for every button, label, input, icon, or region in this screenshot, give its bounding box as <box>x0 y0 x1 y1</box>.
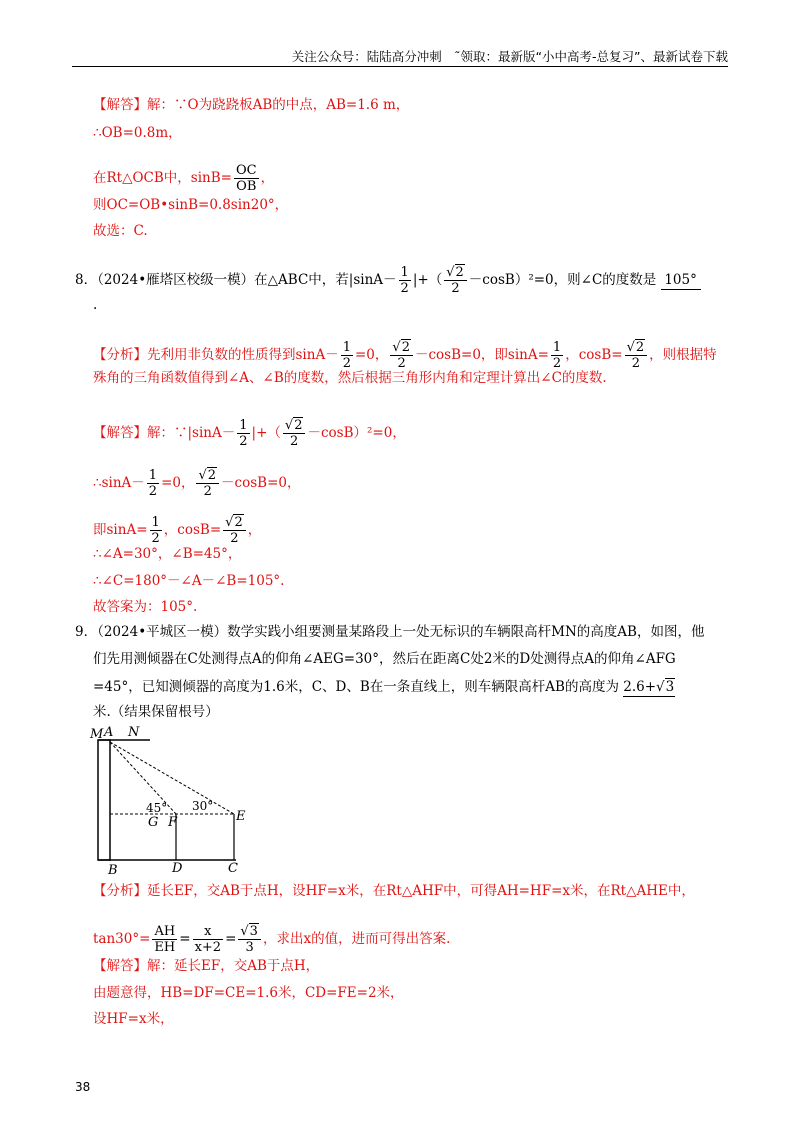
q9-stem-line4: 米.（结果保留根号） <box>93 704 219 720</box>
q9-answer: 2.6+√3 <box>623 679 675 695</box>
q9-solution-line1: 【解答】解：延长EF，交AB于点H， <box>93 958 320 974</box>
label-C: C <box>228 861 238 876</box>
q7-solution-line3: 在Rt△OCB中，sinB= $\frac{OC}{OB}$ ， <box>93 163 275 194</box>
q8-solution-line4: ∴∠A=30°，∠B=45°， <box>93 546 242 562</box>
q7-solution-line5: 故选：C. <box>93 223 148 239</box>
pole-rect <box>98 740 110 860</box>
q9-figure <box>88 722 258 877</box>
q8-solution-line2: ∴sinA－ $\frac{1}{2}$ =0， $\frac{√2}{2}$ －cosB=0， <box>93 468 301 499</box>
label-B: B <box>108 863 118 877</box>
q9-solution-line2: 由题意得，HB=DF=CE=1.6米，CD=FE=2米， <box>93 985 404 1001</box>
q9-analysis-line2: tan30°= $\frac{AH}{EH}$ = $\frac{x}{x+2}$ = $\frac{√3}{3}$ ，求出x的值，进而可得出答案. <box>93 924 451 955</box>
q7-solution-line4: 则OC=OB•sinB=0.8sin20°， <box>93 197 289 213</box>
q7-solution-line2: ∴OB=0.8m， <box>93 125 182 141</box>
q8-stem: 8．（2024•雁塔区校级一模）在△ABC中，若|sinA－ $\frac{1}{2}$ |+（ $\frac{√2}{2}$ －cosB）²=0，则∠C的度数是 105° <box>75 265 701 296</box>
q9-solution-line3: 设HF=x米， <box>93 1011 174 1027</box>
label-A: A <box>104 725 114 740</box>
q8-solution-line6: 故答案为：105°. <box>93 599 198 615</box>
q8-solution-line5: ∴∠C=180°－∠A－∠B=105°. <box>93 573 285 589</box>
q9-analysis-line1: 【分析】延长EF，交AB于点H，设HF=x米，在Rt△AHF中，可得AH=HF=x米，在Rt△AHE中， <box>93 883 695 899</box>
label-30: 30° <box>192 799 214 813</box>
line-ae <box>110 742 234 814</box>
label-M: M <box>90 727 104 742</box>
label-N: N <box>128 725 140 740</box>
page-number: 38 <box>75 1080 91 1094</box>
label-45: 45° <box>146 801 168 815</box>
q9-stem-line3: =45°，已知测倾器的高度为1.6米，C、D、B在一条直线上，则车辆限高杆AB的高度为 2.6+√3 <box>93 679 675 695</box>
q9-stem-line1: 9．（2024•平城区一模）数学实践小组要测量某路段上一处无标识的车辆限高杆MN的高度AB，如图，他 <box>75 624 705 640</box>
q8-analysis-line1: 【分析】先利用非负数的性质得到sinA－ $\frac{1}{2}$ =0， $\frac{√2}{2}$ －cosB=0，即sinA= $\frac{1}{2}$ ，cosB= $\frac{√2}{2}$ ，则根据特 <box>93 340 717 371</box>
q8-dot: . <box>93 297 98 313</box>
q8-solution-line3: 即sinA= $\frac{1}{2}$ ，cosB= $\frac{√2}{2}$ ， <box>93 515 262 546</box>
label-G: G <box>148 815 159 830</box>
q9-stem-line2: 们先用测倾器在C处测得点A的仰角∠AEG=30°，然后在距离C处2米的D处测得点A的仰角∠AFG <box>93 651 676 667</box>
label-D: D <box>172 861 183 876</box>
q8-analysis-line2: 殊角的三角函数值得到∠A、∠B的度数，然后根据三角形内角和定理计算出∠C的度数. <box>93 370 607 386</box>
q8-answer: 105° <box>661 271 701 290</box>
header-rule <box>72 66 728 67</box>
label-E: E <box>236 809 246 824</box>
label-F: F <box>168 815 178 830</box>
q7-solution-line1: 【解答】解：∵O为跷跷板AB的中点，AB=1.6 m， <box>93 97 410 113</box>
q8-solution-line1: 【解答】解：∵|sinA－ $\frac{1}{2}$ |+（ $\frac{√2}{2}$ －cosB）²=0， <box>93 418 406 449</box>
page-header: 关注公众号：陆陆高分冲刺 ˜领取：最新版“小中高考-总复习”、最新试卷下载 <box>291 49 728 64</box>
